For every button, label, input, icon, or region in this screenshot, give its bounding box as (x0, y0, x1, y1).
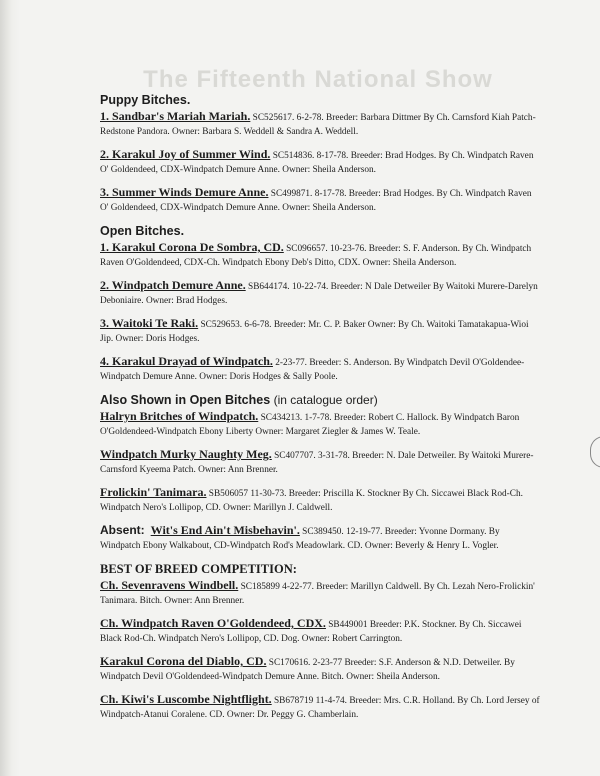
entry-details: SC096657. 10-23-76. Breeder: S. F. Anderson. By Ch. Windpatch Raven O'Goldendeed, CDX-Ch. Windpatch Ebony Deb's Ditto, CDX. Owner: Sheila Anderson. (100, 244, 532, 268)
dog-name: Windpatch Murky Naughty Meg. (100, 447, 272, 461)
section-heading (100, 562, 540, 577)
dog-name: Karakul Corona del Diablo, CD. (100, 654, 267, 668)
entry-details: SC170616. 2-23-77 Breeder: S.F. Anderson & N.D. Detweiler. By Windpatch Devil O'Goldendeed-Windpatch Demure Anne. Bitch. Owner: Sheila Anderson. (100, 658, 515, 682)
section (100, 224, 540, 384)
document-content (100, 93, 540, 731)
entry-details: SB678719 11-4-74. Breeder: Mrs. C.R. Holland. By Ch. Lord Jersey of Windpatch-Atanui Coralene. CD. Owner: Dr. Peggy G. Chamberlain. (100, 696, 540, 720)
section (100, 562, 540, 722)
dog-name: 3. Waitoki Te Raki. (100, 316, 199, 330)
section-heading (100, 93, 540, 108)
absent-label: Absent: (100, 523, 145, 537)
dog-name: Wit's End Ain't Misbehavin'. (150, 523, 300, 537)
entry-details: SC529653. 6-6-78. Breeder: Mr. C. P. Baker Owner: By Ch. Waitoki Tamatakapua-Wioi Jip. Owner: Doris Hodges. (100, 320, 529, 344)
dog-name: Ch. Sevenravens Windbell. (100, 578, 239, 592)
entry (100, 655, 540, 684)
pen-mark (590, 436, 600, 468)
entry-details: SC499871. 8-17-78. Breeder: Brad Hodges. By Ch. Windpatch Raven O' Goldendeed, CDX-Windpatch Demure Anne. Owner: Sheila Anderson. (100, 189, 532, 213)
entry (100, 617, 540, 646)
dog-name: 2. Windpatch Demure Anne. (100, 278, 246, 292)
section-heading-text: Puppy Bitches. (100, 93, 191, 107)
section-heading-text: Open Bitches. (100, 224, 185, 238)
entry-details: SC389450. 12-19-77. Breeder: Yvonne Dormany. By Windpatch Ebony Walkabout, CD-Windpatch Rod's Meadowlark. CD. Owner: Beverly & Henry L. Vogler. (100, 527, 500, 551)
entry-details: SC407707. 3-31-78. Breeder: N. Dale Detweiler. By Waitoki Murere-Carnsford Kyeema Patch. Owner: Ann Brenner. (100, 451, 534, 475)
entry (100, 524, 540, 553)
section-heading (100, 224, 540, 239)
entry-details: SC434213. 1-7-78. Breeder: Robert C. Hallock. By Windpatch Baron O'Goldendeed-Windpatch Ebony Liberty Owner: Margaret Ziegler & James W. Teale. (100, 413, 520, 437)
entry (100, 693, 540, 722)
section (100, 93, 540, 215)
section-heading (100, 393, 540, 408)
section-heading-text: BEST OF BREED COMPETITION: (100, 562, 297, 576)
entry (100, 448, 540, 477)
entry (100, 317, 540, 346)
entry (100, 279, 540, 308)
entry (100, 148, 540, 177)
entry-details: SB506057 11-30-73. Breeder: Priscilla K. Stockner By Ch. Siccawei Black Rod-Ch. Windpatch Nero's Lollipop, CD. Owner: Marillyn J. Caldwell. (100, 489, 523, 513)
entry-details: SB644174. 10-22-74. Breeder: N Dale Detweiler By Waitoki Murere-Darelyn Deboniaire. Owner: Brad Hodges. (100, 282, 538, 306)
entry-details: SB449001 Breeder: P.K. Stockner. By Ch. Siccawei Black Rod-Ch. Windpatch Nero's Lollipop, CD. Dog. Owner: Robert Carrington. (100, 620, 522, 644)
entry (100, 110, 540, 139)
dog-name: Frolickin' Tanimara. (100, 485, 207, 499)
entry (100, 186, 540, 215)
dog-name: Ch. Windpatch Raven O'Goldendeed, CDX. (100, 616, 326, 630)
dog-name: 1. Karakul Corona De Sombra, CD. (100, 240, 284, 254)
entry-details: SC525617. 6-2-78. Breeder: Barbara Dittmer By Ch. Carnsford Kiah Patch-Redstone Pandora. Owner: Barbara S. Weddell & Sandra A. Weddell. (100, 113, 536, 137)
entry (100, 579, 540, 608)
entry-details: SC185899 4-22-77. Breeder: Marillyn Caldwell. By Ch. Lezah Nero-Frolickin' Tanimara. Bitch. Owner: Ann Brenner. (100, 582, 535, 606)
dog-name: 2. Karakul Joy of Summer Wind. (100, 147, 271, 161)
dog-name: Ch. Kiwi's Luscombe Nightflight. (100, 692, 272, 706)
entry (100, 355, 540, 384)
entry-details: 2-23-77. Breeder: S. Anderson. By Windpatch Devil O'Goldendee-Windpatch Demure Anne. Owner: Doris Hodges & Sally Poole. (100, 358, 525, 382)
dog-name: 4. Karakul Drayad of Windpatch. (100, 354, 273, 368)
section (100, 393, 540, 553)
entry-details: SC514836. 8-17-78. Breeder: Brad Hodges. By Ch. Windpatch Raven O' Goldendeed, CDX-Windpatch Demure Anne. Owner: Sheila Anderson. (100, 151, 534, 175)
entry (100, 410, 540, 439)
section-heading-note: (in catalogue order) (273, 393, 378, 407)
page-edge-shadow (0, 0, 20, 776)
section-heading-text: Also Shown in Open Bitches (100, 393, 271, 407)
entry (100, 241, 540, 270)
bleed-through-title: The Fifteenth National Show (143, 66, 493, 93)
entry (100, 486, 540, 515)
dog-name: Halryn Britches of Windpatch. (100, 409, 259, 423)
dog-name: 1. Sandbar's Mariah Mariah. (100, 109, 251, 123)
dog-name: 3. Summer Winds Demure Anne. (100, 185, 269, 199)
